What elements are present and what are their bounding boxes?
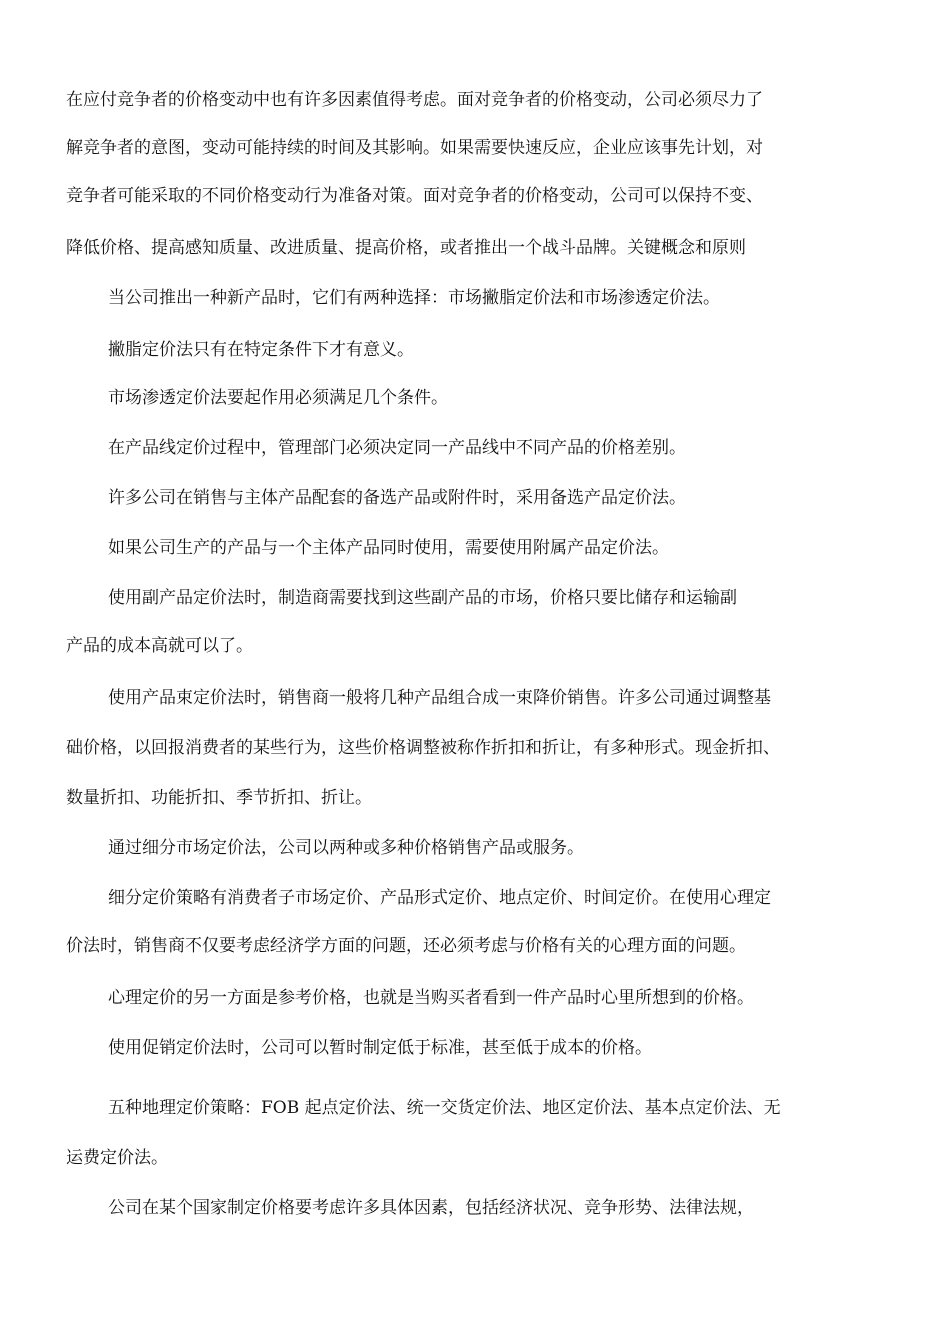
- text-line: 五种地理定价策略：FOB 起点定价法、统一交货定价法、地区定价法、基本点定价法、无: [108, 1098, 781, 1118]
- text-line: 使用副产品定价法时，制造商需要找到这些副产品的市场，价格只要比储存和运输副: [108, 588, 737, 608]
- text-line: 竞争者可能采取的不同价格变动行为准备对策。面对竞争者的价格变动，公司可以保持不变、: [66, 186, 763, 206]
- text-line: 使用产品束定价法时，销售商一般将几种产品组合成一束降价销售。许多公司通过调整基: [108, 688, 771, 708]
- text-line: 撇脂定价法只有在特定条件下才有意义。: [108, 340, 414, 360]
- text-line: 础价格，以回报消费者的某些行为，这些价格调整被称作折扣和折让，有多种形式。现金折扣、: [66, 738, 780, 758]
- text-line: 使用促销定价法时，公司可以暂时制定低于标准，甚至低于成本的价格。: [108, 1038, 652, 1058]
- text-line: 降低价格、提高感知质量、改进质量、提高价格，或者推出一个战斗品牌。关键概念和原则: [66, 238, 746, 258]
- text-line: 许多公司在销售与主体产品配套的备选产品或附件时，采用备选产品定价法。: [108, 488, 686, 508]
- text-line: 当公司推出一种新产品时，它们有两种选择：市场撇脂定价法和市场渗透定价法。: [108, 288, 720, 308]
- text-line: 运费定价法。: [66, 1148, 168, 1168]
- text-line: 通过细分市场定价法，公司以两种或多种价格销售产品或服务。: [108, 838, 584, 858]
- text-line: 心理定价的另一方面是参考价格，也就是当购买者看到一件产品时心里所想到的价格。: [108, 988, 754, 1008]
- text-line: 价法时，销售商不仅要考虑经济学方面的问题，还必须考虑与价格有关的心理方面的问题。: [66, 936, 746, 956]
- text-line: 在应付竞争者的价格变动中也有许多因素值得考虑。面对竞争者的价格变动，公司必须尽力了: [66, 90, 763, 110]
- text-line: 解竞争者的意图，变动可能持续的时间及其影响。如果需要快速反应，企业应该事先计划，对: [66, 138, 763, 158]
- text-line: 市场渗透定价法要起作用必须满足几个条件。: [108, 388, 448, 408]
- text-line: 产品的成本高就可以了。: [66, 636, 253, 656]
- text-line: 公司在某个国家制定价格要考虑许多具体因素，包括经济状况、竞争形势、法律法规，: [108, 1198, 754, 1218]
- text-line: 如果公司生产的产品与一个主体产品同时使用，需要使用附属产品定价法。: [108, 538, 669, 558]
- text-line: 细分定价策略有消费者子市场定价、产品形式定价、地点定价、时间定价。在使用心理定: [108, 888, 771, 908]
- text-line: 在产品线定价过程中，管理部门必须决定同一产品线中不同产品的价格差别。: [108, 438, 686, 458]
- text-line: 数量折扣、功能折扣、季节折扣、折让。: [66, 788, 372, 808]
